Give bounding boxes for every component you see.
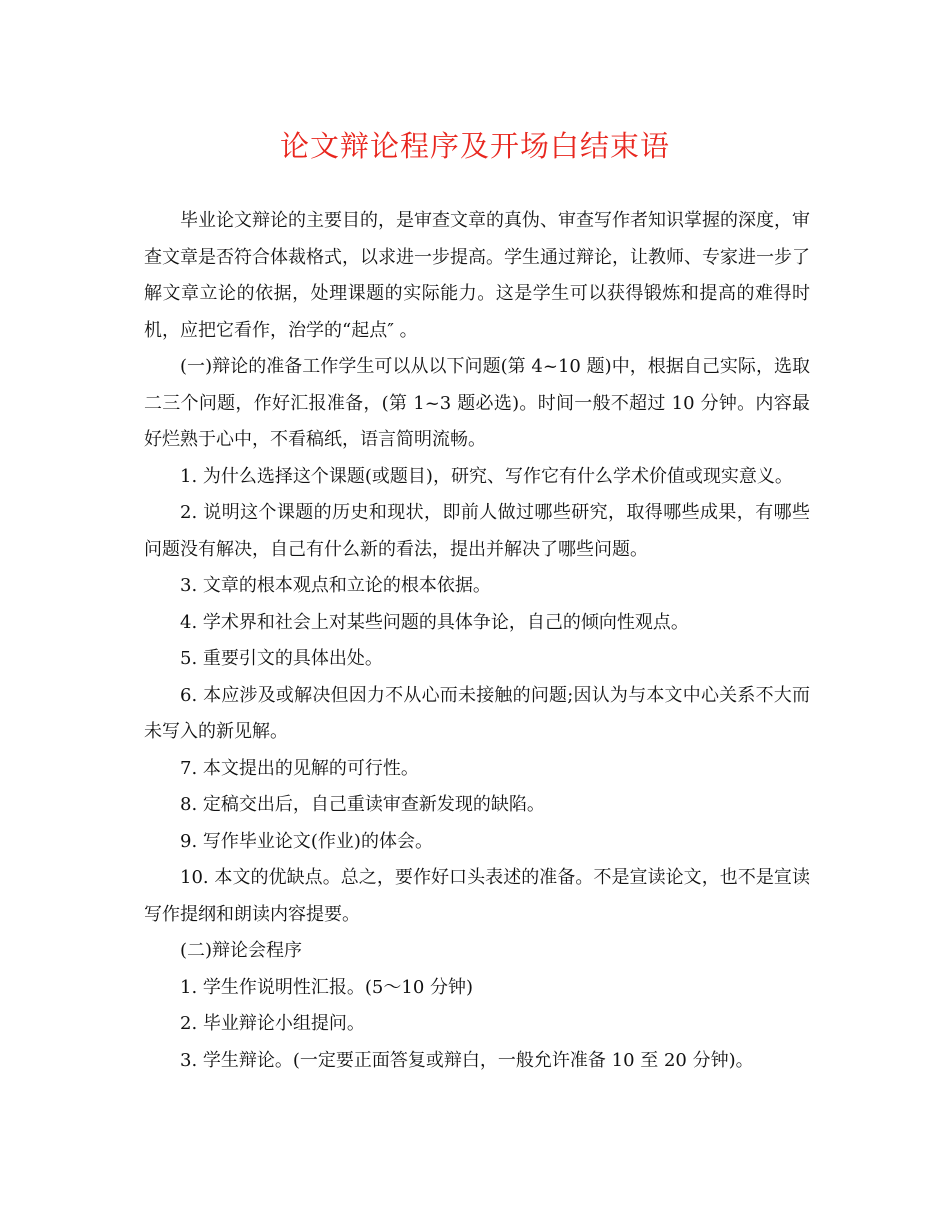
procedure-item-1: 1. 学生作说明性汇报。(5～10 分钟): [180, 976, 474, 998]
list-item-2: 2. 说明这个课题的历史和现状，即前人做过哪些研究，取得哪些成果，有哪些问题没有解决，自己有什么新的看法，提出并解决了哪些问题。: [144, 502, 810, 560]
document-title: 论文辩论程序及开场白结束语: [279, 129, 670, 163]
list-item-1: 1. 为什么选择这个课题(或题目)，研究、写作它有什么学术价值或现实意义。: [180, 465, 793, 487]
paragraph-preparation: (一)辩论的准备工作学生可以从以下问题(第 4~10 题)中，根据自己实际，选取二三个问题，作好汇报准备，(第 1~3 题必选)。时间一般不超过 10 分钟。内容最好烂熟于心中，不看稿纸，语言简明流畅。: [144, 356, 810, 450]
list-item-6: 6. 本应涉及或解决但因力不从心而未接触的问题;因认为与本文中心关系不大而未写入的新见解。: [144, 684, 810, 742]
section-heading-procedure: (二)辩论会程序: [180, 940, 303, 961]
procedure-item-3: 3. 学生辩论。(一定要正面答复或辩白，一般允许准备 10 至 20 分钟)。: [180, 1049, 754, 1071]
list-item-9: 9. 写作毕业论文(作业)的体会。: [180, 830, 433, 852]
document-body: [144, 203, 810, 1079]
paragraph-intro: 毕业论文辩论的主要目的，是审查文章的真伪、审查写作者知识掌握的深度，审查文章是否符合体裁格式，以求进一步提高。学生通过辩论，让教师、专家进一步了解文章立论的依据，处理课题的实际能力。这是学生可以获得锻炼和提高的难得时机，应把它看作，治学的“起点″ 。: [144, 210, 810, 341]
list-item-3: 3. 文章的根本观点和立论的根本依据。: [180, 575, 491, 596]
procedure-item-2: 2. 毕业辩论小组提问。: [180, 1013, 365, 1034]
list-item-10: 10. 本文的优缺点。总之，要作好口头表述的准备。不是宣读论文，也不是宣读写作提纲和朗读内容提要。: [144, 867, 810, 925]
list-item-4: 4. 学术界和社会上对某些问题的具体争论，自己的倾向性观点。: [180, 611, 689, 633]
list-item-7: 7. 本文提出的见解的可行性。: [180, 757, 419, 779]
list-item-8: 8. 定稿交出后，自己重读审查新发现的缺陷。: [180, 794, 545, 815]
list-item-5: 5. 重要引文的具体出处。: [180, 648, 383, 669]
